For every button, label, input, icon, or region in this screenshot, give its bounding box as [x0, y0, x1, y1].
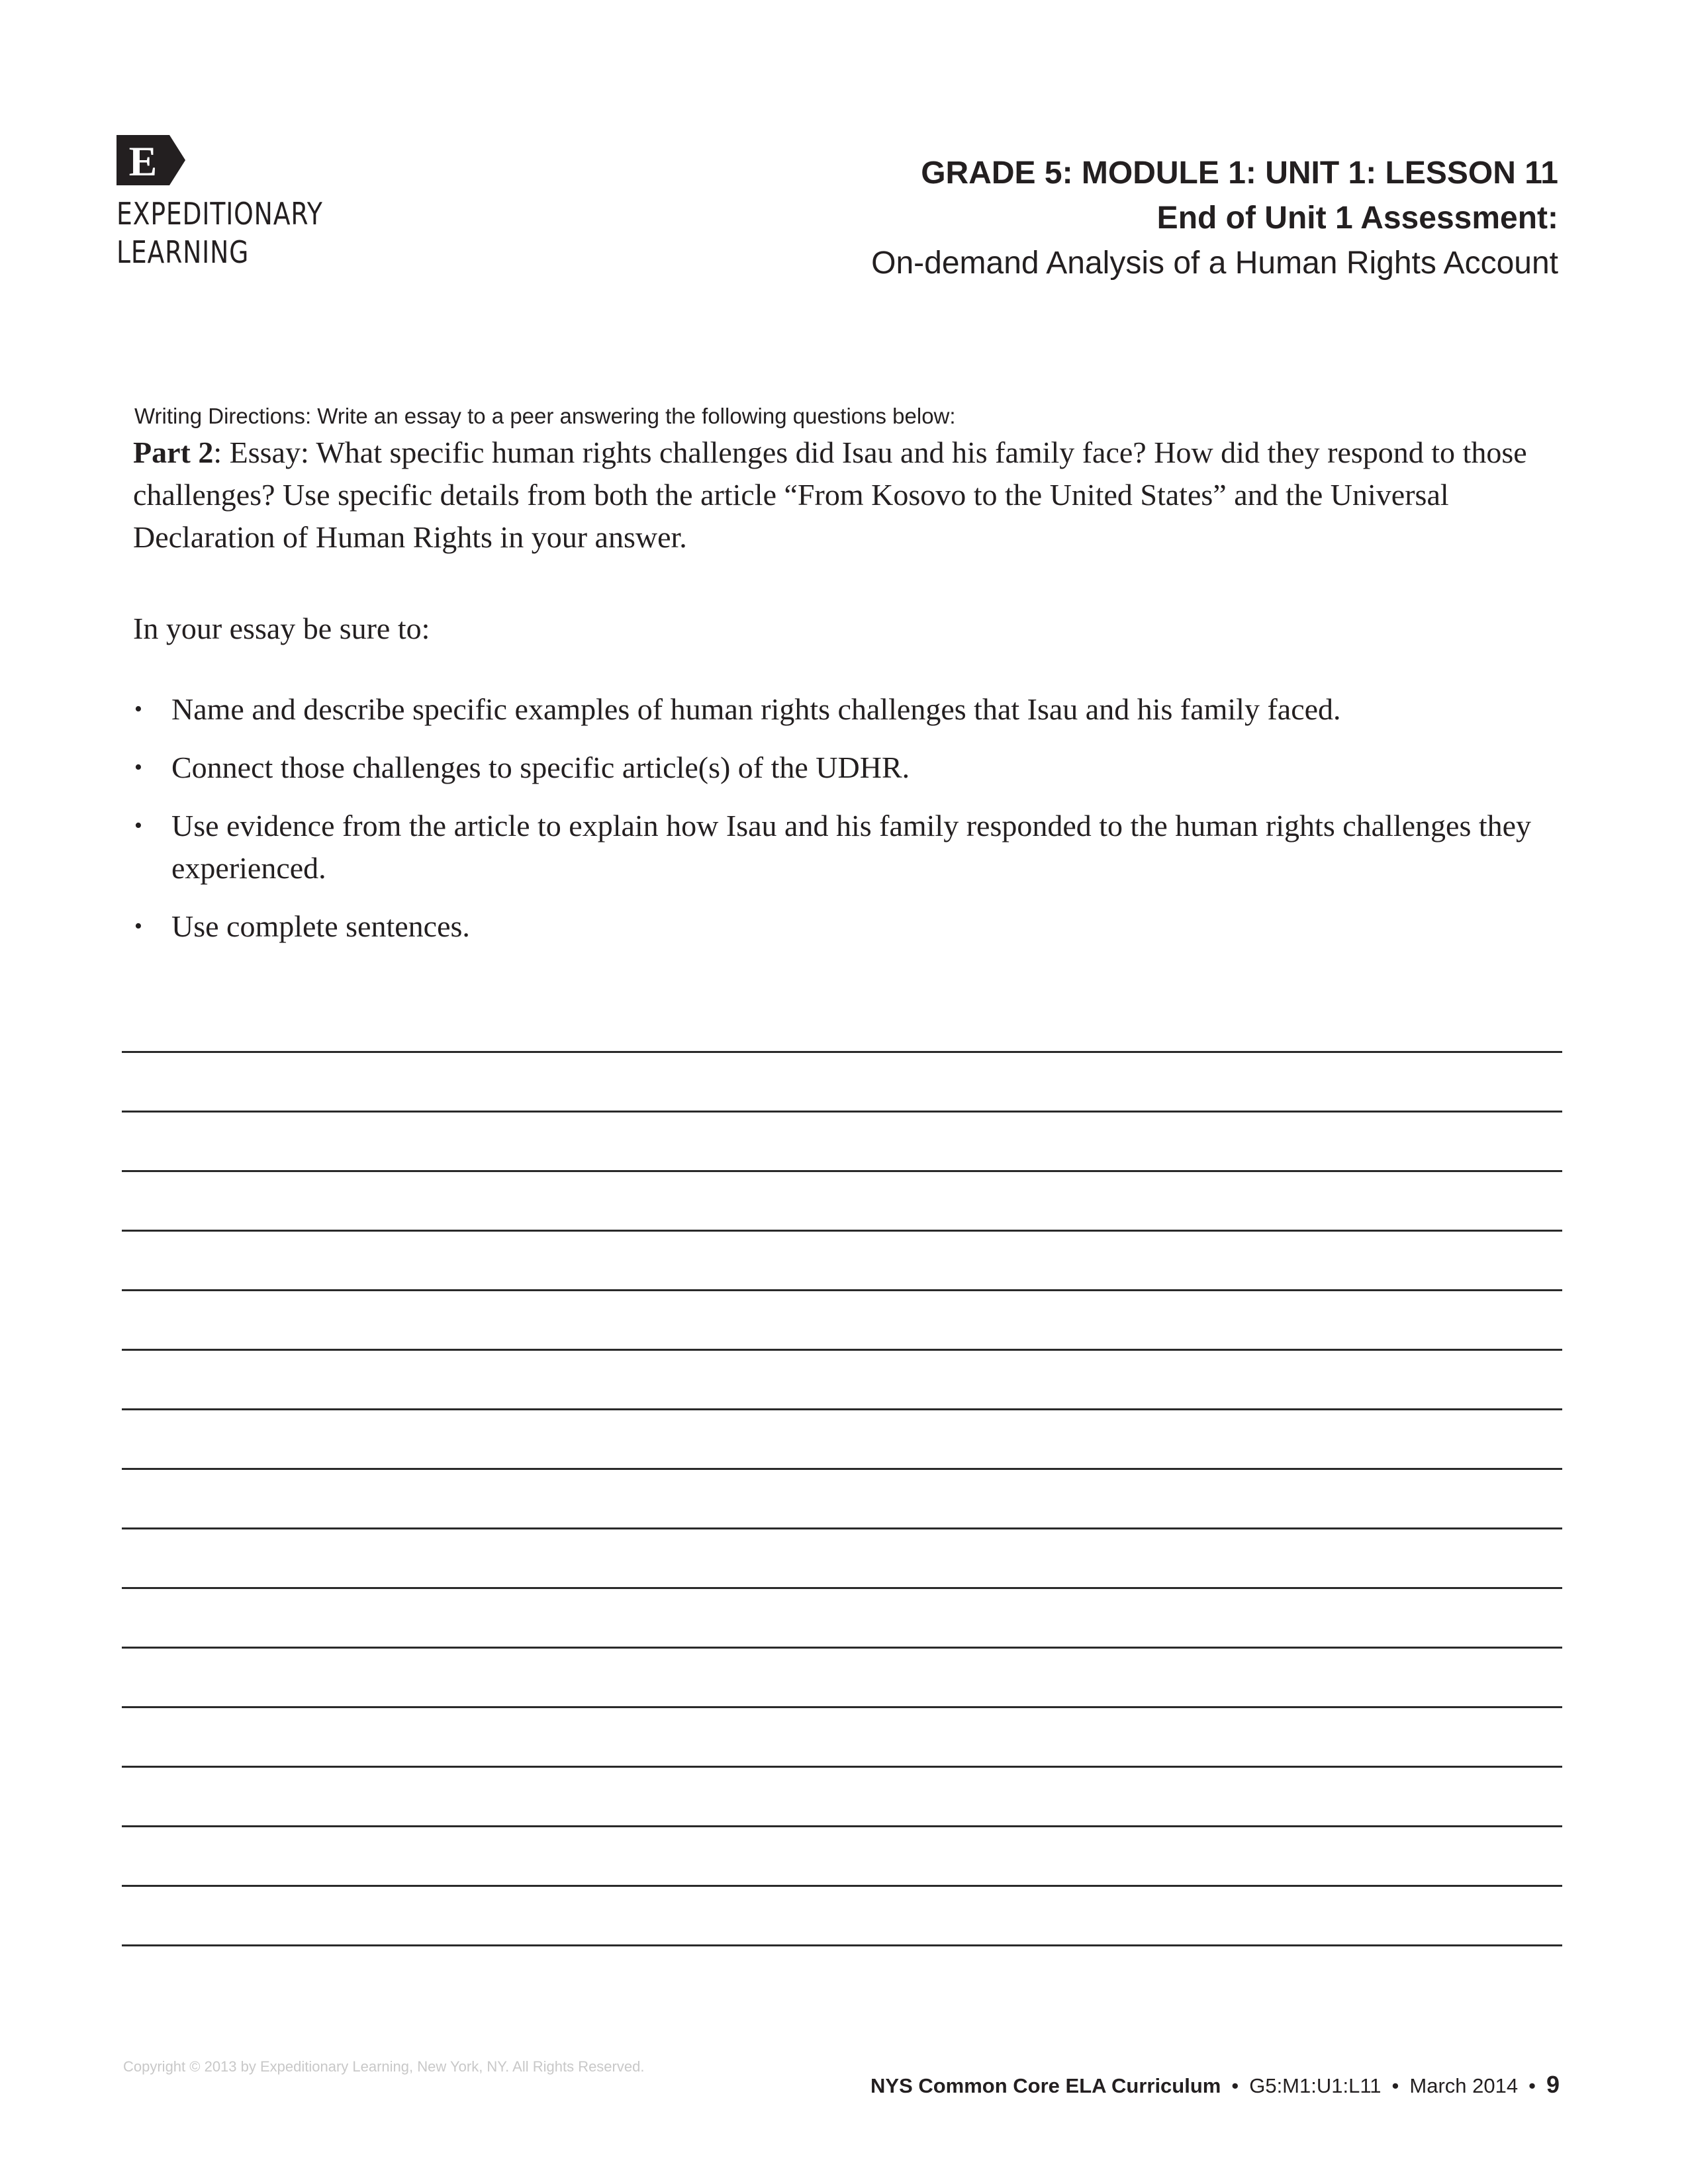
lesson-code: G5:M1:U1:L11: [1249, 2074, 1382, 2097]
copyright-notice: Copyright © 2013 by Expeditionary Learning, New York, NY. All Rights Reserved.: [123, 2058, 645, 2075]
answer-line[interactable]: [122, 1706, 1562, 1708]
bullet-icon: •: [134, 755, 142, 780]
bullet-icon: •: [134, 697, 142, 721]
lead-in-text: In your essay be sure to:: [133, 612, 430, 645]
essay-prompt: [133, 432, 1563, 559]
el-logo-mark-icon: [117, 135, 185, 185]
prompt-text: : Essay: What specific human rights challenges did Isau and his family face? How did they respond to those challenges? Use specific details from both the article “From Kosovo to the United States” and the Universal Declaration of Human Rights in your answer.: [133, 435, 1527, 554]
answer-line[interactable]: [122, 1349, 1562, 1351]
answer-line[interactable]: [122, 1587, 1562, 1589]
answer-line[interactable]: [122, 1885, 1562, 1887]
answer-line[interactable]: [122, 1647, 1562, 1649]
checklist-item-text: Connect those challenges to specific article(s) of the UDHR.: [171, 751, 910, 784]
page-number: 9: [1546, 2071, 1560, 2098]
bullet-icon: •: [134, 914, 142, 938]
answer-line[interactable]: [122, 1825, 1562, 1827]
bullet-icon: •: [134, 813, 142, 838]
checklist-item: [133, 688, 1576, 731]
answer-lines: [122, 1051, 1562, 2004]
org-name: [117, 195, 323, 271]
footer-separator: •: [1391, 2074, 1399, 2097]
answer-line[interactable]: [122, 1111, 1562, 1113]
essay-checklist: [133, 688, 1576, 964]
answer-line[interactable]: [122, 1766, 1562, 1768]
checklist-item: [133, 805, 1576, 889]
answer-line[interactable]: [122, 1230, 1562, 1232]
checklist-item-text: Name and describe specific examples of human rights challenges that Isau and his family faced.: [171, 692, 1341, 726]
org-name-line2: LEARNING: [117, 234, 250, 270]
writing-directions: Writing Directions: Write an essay to a peer answering the following questions below:: [134, 404, 956, 428]
curriculum-name: NYS Common Core ELA Curriculum: [870, 2074, 1221, 2097]
page-footer: [870, 2070, 1560, 2101]
checklist-item: [133, 905, 1576, 948]
lesson-title: GRADE 5: MODULE 1: UNIT 1: LESSON 11: [921, 156, 1558, 191]
checklist-item-text: Use complete sentences.: [171, 909, 470, 943]
answer-line[interactable]: [122, 1527, 1562, 1529]
part-label: Part 2: [133, 435, 214, 469]
answer-line[interactable]: [122, 1289, 1562, 1291]
assessment-subtitle: On-demand Analysis of a Human Rights Account: [871, 246, 1558, 281]
answer-line[interactable]: [122, 1408, 1562, 1410]
org-name-line1: EXPEDITIONARY: [117, 196, 323, 232]
assessment-title: End of Unit 1 Assessment:: [1156, 201, 1558, 236]
answer-line[interactable]: [122, 1051, 1562, 1053]
footer-separator: •: [1528, 2074, 1536, 2097]
answer-line[interactable]: [122, 1944, 1562, 1946]
expeditionary-learning-logo: [117, 135, 368, 271]
lesson-header: [871, 151, 1558, 286]
checklist-item-text: Use evidence from the article to explain how Isau and his family responded to the human rights challenges they experienced.: [171, 809, 1532, 885]
publication-date: March 2014: [1409, 2074, 1519, 2097]
answer-line[interactable]: [122, 1170, 1562, 1172]
checklist-item: [133, 747, 1576, 789]
answer-line[interactable]: [122, 1468, 1562, 1470]
svg-text:E: E: [128, 138, 158, 185]
footer-separator: •: [1231, 2074, 1239, 2097]
